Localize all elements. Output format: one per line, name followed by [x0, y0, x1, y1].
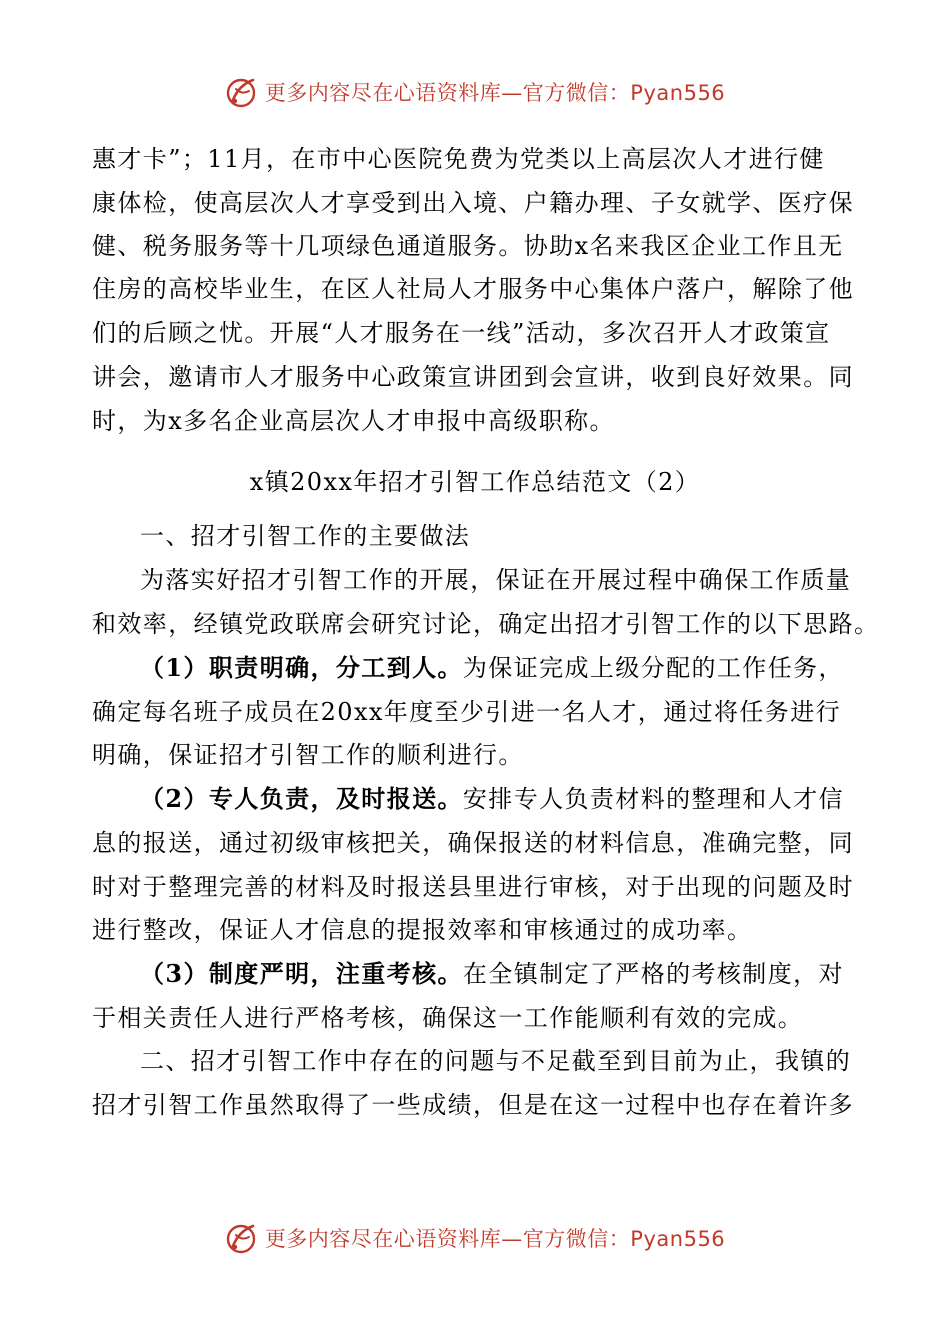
- text-line: 时，为x多名企业高层次人才申报中高级职称。: [92, 407, 615, 435]
- item-3-heading: （3）制度严明，注重考核。: [140, 959, 463, 988]
- header-banner: [0, 72, 950, 112]
- text-line: 康体检，使高层次人才享受到出入境、户籍办理、子女就学、医疗保: [92, 189, 854, 217]
- item-1-first-line: [140, 653, 844, 683]
- item-2-first-line: [140, 784, 844, 814]
- item-3-text: 在全镇制定了严格的考核制度，对: [462, 960, 844, 988]
- paragraph-line: 时对于整理完善的材料及时报送县里进行审核，对于出现的问题及时: [92, 873, 854, 901]
- paragraph-line: 和效率，经镇党政联席会研究讨论，确定出招才引智工作的以下思路。: [92, 610, 880, 638]
- paragraph-line: 于相关责任人进行严格考核，确保这一工作能顺利有效的完成。: [92, 1004, 804, 1032]
- text-line: 住房的高校毕业生，在区人社局人才服务中心集体户落户，解除了他: [92, 275, 854, 303]
- text-line: 讲会，邀请市人才服务中心政策宣讲团到会宣讲，收到良好效果。同: [92, 363, 854, 391]
- item-2-text: 安排专人负责材料的整理和人才信: [462, 785, 844, 813]
- item-2-heading: （2）专人负责，及时报送。: [140, 784, 463, 813]
- text-line: 惠才卡”；11月，在市中心医院免费为党类以上高层次人才进行健: [92, 145, 825, 173]
- heading-problems: 二、招才引智工作中存在的问题与不足截至到目前为止，我镇的: [140, 1047, 852, 1075]
- header-banner-text: 更多内容尽在心语资料库—官方微信：Pyan556: [264, 81, 726, 105]
- footer-banner: [0, 1218, 950, 1258]
- paragraph-line: 明确，保证招才引智工作的顺利进行。: [92, 741, 524, 769]
- item-1-text: 为保证完成上级分配的工作任务，: [462, 654, 844, 682]
- paragraph-line: 确定每名班子成员在20xx年度至少引进一名人才，通过将任务进行: [92, 698, 842, 726]
- paragraph-line: 进行整改，保证人才信息的提报效率和审核通过的成功率。: [92, 916, 753, 944]
- logo-icon: [225, 75, 259, 109]
- logo-icon: [225, 1221, 259, 1255]
- paragraph-line: 息的报送，通过初级审核把关，确保报送的材料信息，准确完整，同: [92, 829, 854, 857]
- item-1-heading: （1）职责明确，分工到人。: [140, 653, 463, 682]
- paragraph-line: 招才引智工作虽然取得了一些成绩，但是在这一过程中也存在着许多: [92, 1091, 854, 1119]
- paragraph-line: 为落实好招才引智工作的开展，保证在开展过程中确保工作质量: [140, 566, 852, 594]
- footer-banner-text: 更多内容尽在心语资料库—官方微信：Pyan556: [264, 1227, 726, 1251]
- text-line: 们的后顾之忧。开展“人才服务在一线”活动，多次召开人才政策宣: [92, 319, 831, 347]
- text-line: 健、税务服务等十几项绿色通道服务。协助x名来我区企业工作且无: [92, 232, 844, 260]
- item-3-first-line: [140, 959, 844, 989]
- section-title: x镇20xx年招才引智工作总结范文（2）: [249, 468, 701, 496]
- heading-main-practices: 一、招才引智工作的主要做法: [140, 522, 471, 550]
